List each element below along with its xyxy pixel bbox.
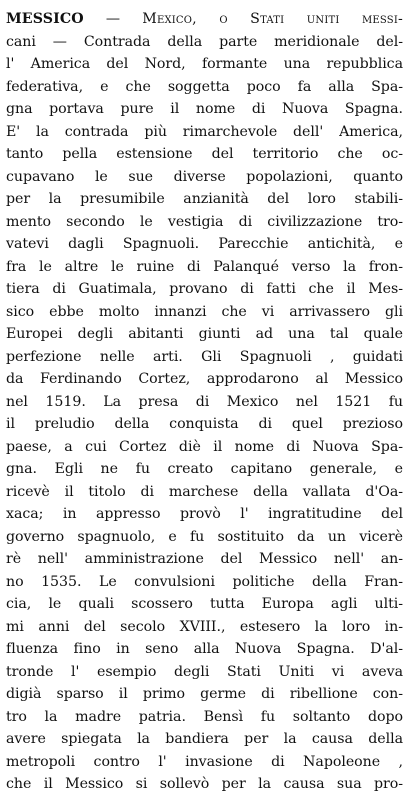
entry-synonym: Mexico, o Stati uniti messi- <box>142 11 403 27</box>
entry-line: tro la madre patria. Bensì fu soltanto dopo <box>6 708 403 725</box>
entry-line: paese, a cui Cortez diè il nome di Nuova Spa- <box>6 438 403 455</box>
entry-line: gna portava pure il nome di Nuova Spagna. <box>6 101 403 117</box>
entry-line: no 1535. Le convulsioni politiche della Fran- <box>6 573 403 590</box>
entry-line: fluenza fino in seno alla Nuova Spagna. D'al- <box>6 641 403 657</box>
entry-line: il preludio della conquista di quel prezioso <box>6 416 403 432</box>
entry-line: gna. Egli ne fu creato capitano generale, e <box>6 461 403 477</box>
entry-line: l' America del Nord, formante una repubblica <box>6 56 403 72</box>
entry-line: da Ferdinando Cortez, approdarono al Messico <box>6 371 403 387</box>
entry-line: xaca; in appresso provò l' ingratitudine del <box>6 506 403 522</box>
entry-last-line: che il Messico si sollevò per la causa sua pro- <box>6 776 403 792</box>
entry-first-line <box>6 8 403 31</box>
entry-headword: MESSICO <box>6 11 84 27</box>
entry-line: tiera di Guatimala, provano di fatti che il Mes- <box>6 281 403 297</box>
entry-line: fra le altre le ruine di Palanqué verso la fron- <box>6 258 403 275</box>
entry-line: avere spiegata la bandiera per la causa della <box>6 731 403 747</box>
entry-line: perfezione nelle arti. Gli Spagnuoli , guidati <box>6 348 403 365</box>
encyclopedia-entry <box>6 8 403 796</box>
entry-line: governo spagnuolo, e fu sostituito da un vicerè <box>6 528 403 545</box>
entry-line: rè nell' amministrazione del Messico nell' an- <box>6 551 403 567</box>
entry-line: tanto pella estensione del territorio che oc- <box>6 146 403 162</box>
entry-line: federativa, e che soggetta poco fa alla Spa- <box>6 78 403 95</box>
entry-line: cia, le quali scossero tutta Europa agli ulti- <box>6 596 403 612</box>
entry-line: mento secondo le vestigia di civilizzazione tro- <box>6 213 403 230</box>
entry-line: E' la contrada più rimarchevole dell' America, <box>6 123 403 140</box>
entry-line: cani — Contrada della parte meridionale del- <box>6 33 403 50</box>
entry-line: vatevi dagli Spagnuoli. Parecchie antichità, e <box>6 236 403 252</box>
entry-line: digià sparso il primo germe di ribellione con- <box>6 686 403 702</box>
entry-line: cupavano le sue diverse popolazioni, quanto <box>6 168 403 185</box>
entry-line: metropoli contro l' invasione di Napoleone , <box>6 753 403 770</box>
entry-dash: — <box>105 11 121 27</box>
entry-line: nel 1519. La presa di Mexico nel 1521 fu <box>6 393 403 410</box>
entry-line: ricevè il titolo di marchese della vallata d'Oa- <box>6 483 403 500</box>
entry-line: Europei degli abitanti giunti ad una tal quale <box>6 326 403 342</box>
entry-line: mi anni del secolo XVIII., estesero la loro in- <box>6 618 403 635</box>
entry-line: per la presumibile anzianità del loro stabili- <box>6 191 403 207</box>
entry-line: sico ebbe molto innanzi che vi arrivassero gli <box>6 303 403 320</box>
entry-line: tronde l' esempio degli Stati Uniti vi aveva <box>6 663 403 680</box>
